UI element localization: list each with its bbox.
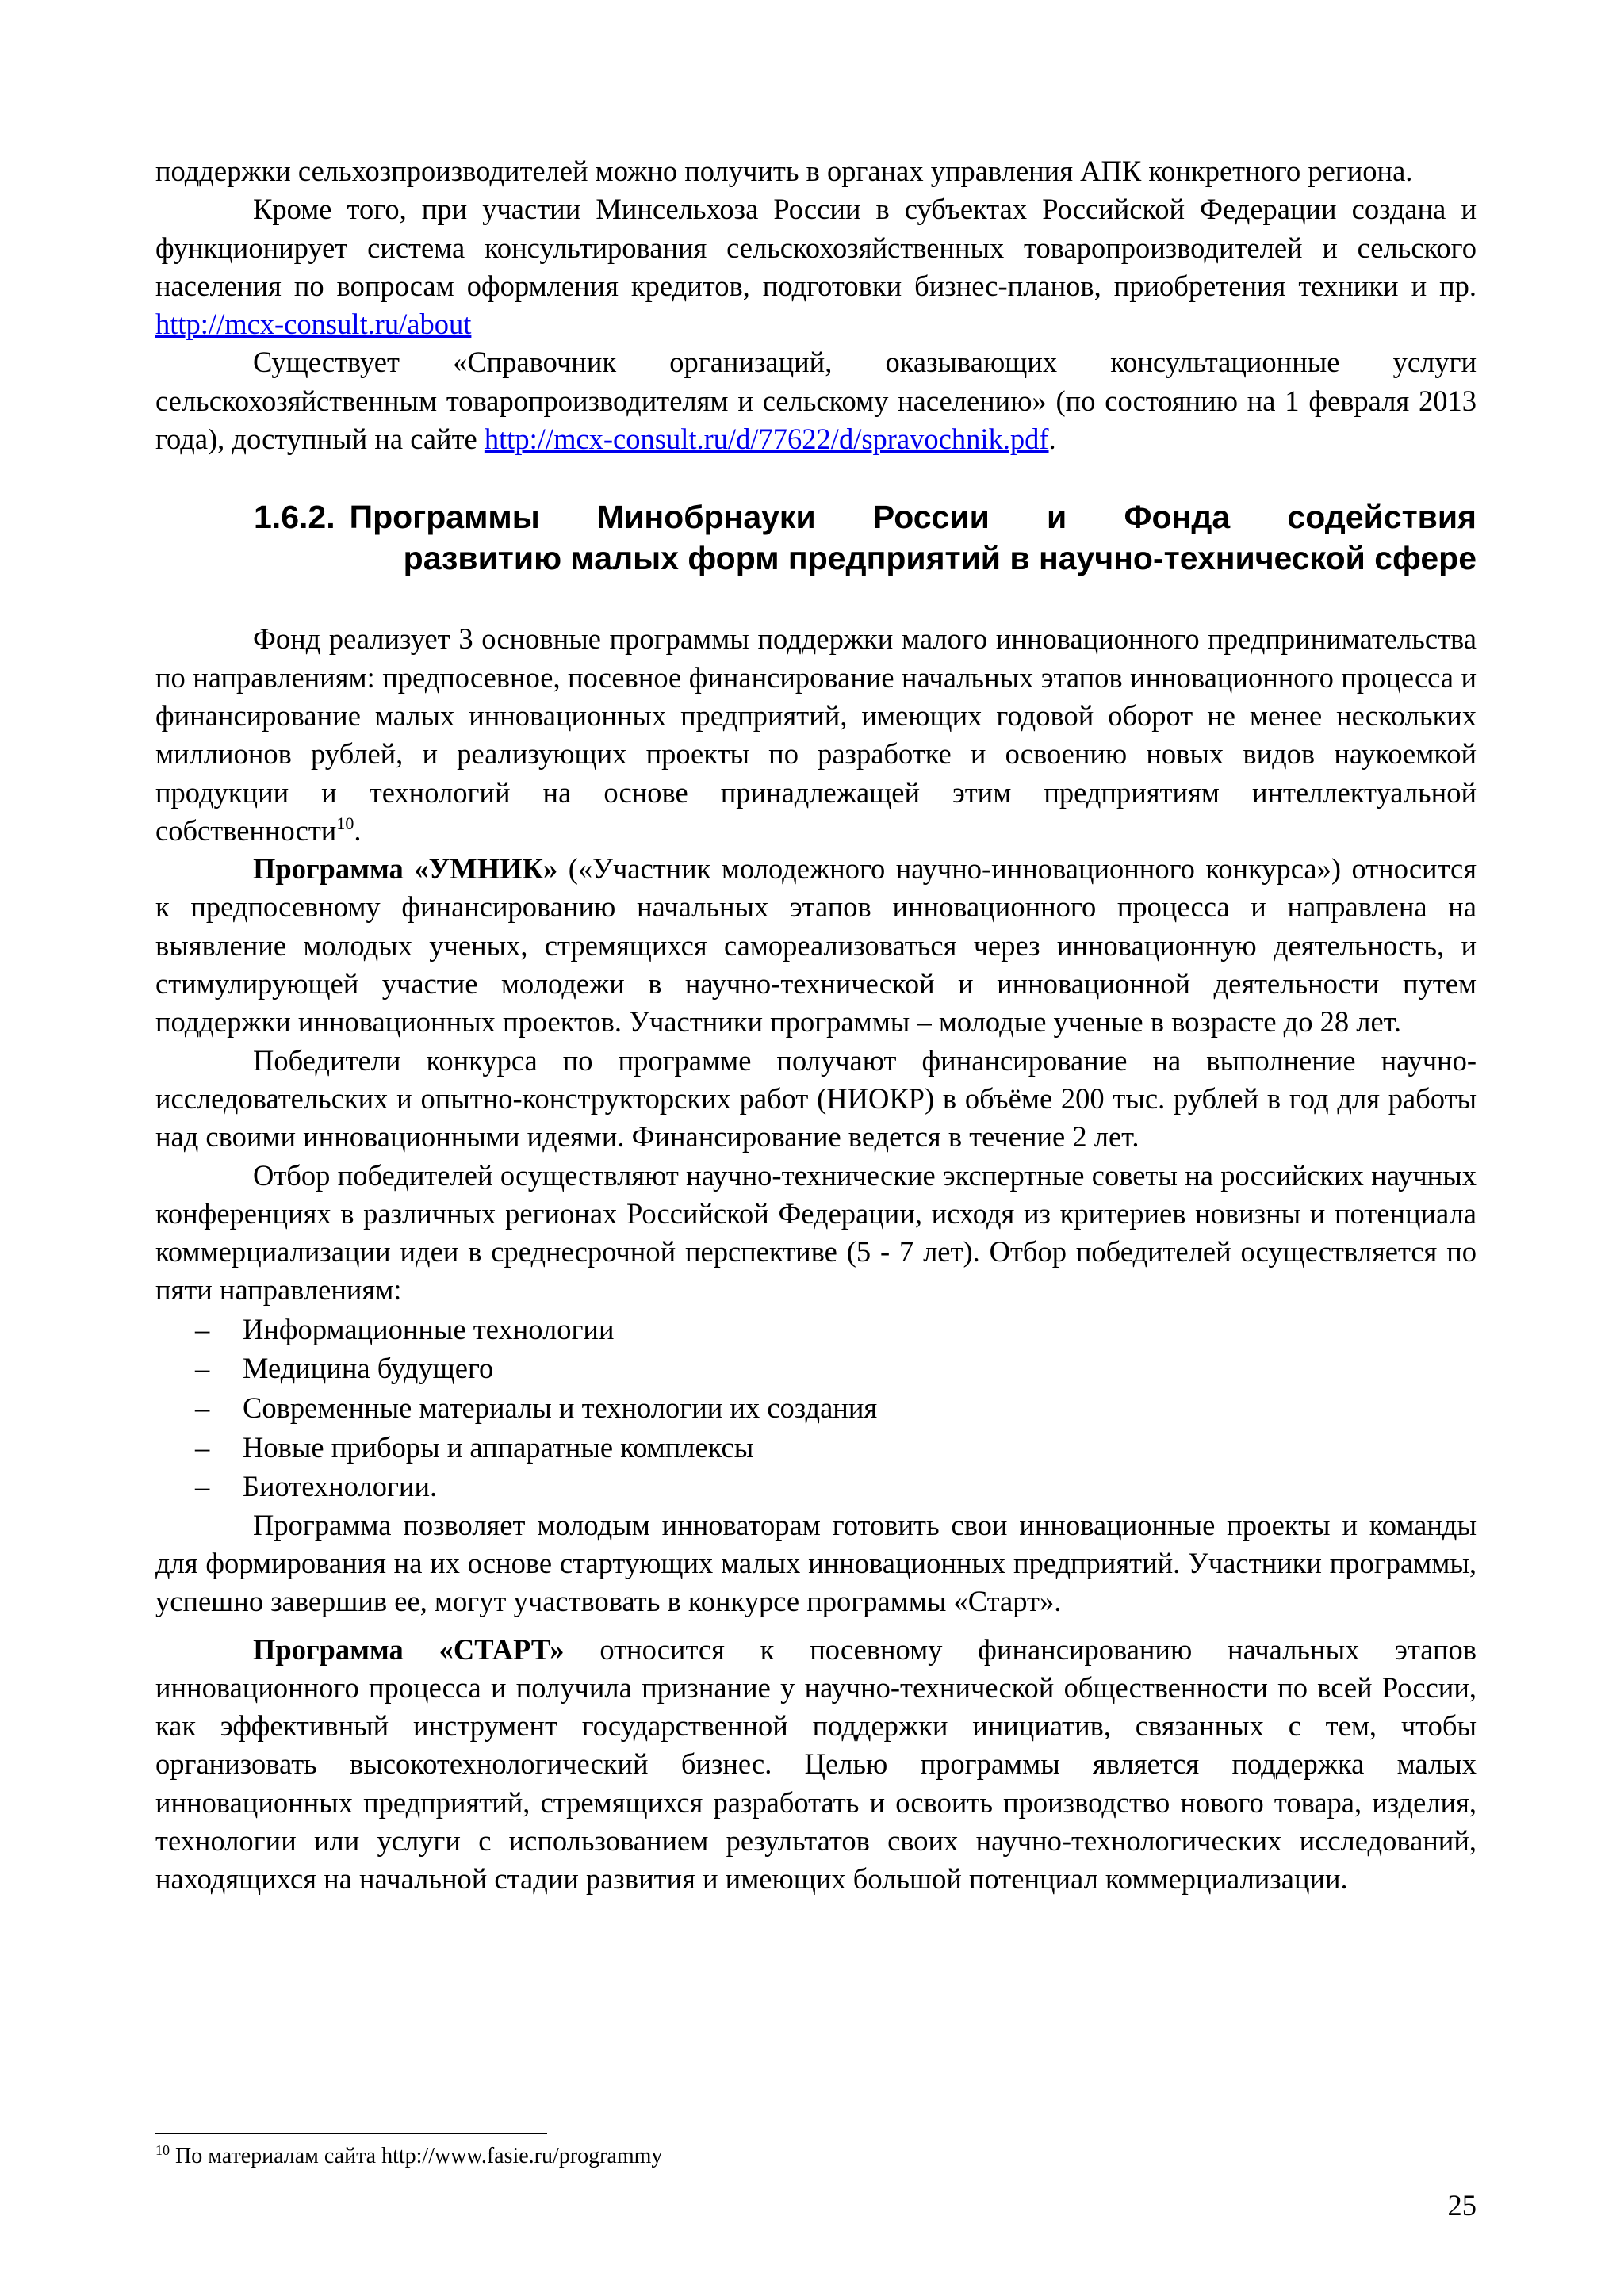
section-title-line2: развитию малых форм предприятий в научно-технической сфере xyxy=(403,540,1477,577)
footnote-ref[interactable]: 10 xyxy=(336,813,354,833)
footnote-separator xyxy=(155,2133,547,2134)
paragraph: Программа позволяет молодым инноваторам готовить свои инновационные проекты и команды для формирования на их основе стартующих малых инновационных предприятий. Участники программы, успешно завершив ее, могут участвовать в конкурсе программы «Старт». xyxy=(155,1508,1477,1618)
section-title-line1: Программы Минобрнауки России и Фонда содействия xyxy=(349,499,1477,536)
page-number: 25 xyxy=(1447,2189,1477,2221)
paragraph: Программа «УМНИК» («Участник молодежного научно-инновационного конкурса») относится к предпосевному финансированию начальных этапов инновационного процесса и направлена на выявление молодых ученых, стремящихся самореализоваться через инновационную деятельность, и стимулирующей участие молодежи в научно-технической и инновационной деятельности путем поддержки инновационных проектов. Участники программы – молодые ученые в возрасте до 28 лет. xyxy=(155,852,1477,1039)
spravochnik-pdf-link[interactable]: http://mcx-consult.ru/d/77622/d/spravochnik.pdf xyxy=(484,423,1049,456)
paragraph: поддержки сельхозпроизводителей можно получить в органах управления АПК конкретного региона. xyxy=(155,155,1413,187)
paragraph: Фонд реализует 3 основные программы поддержки малого инновационного предпринимательства по направлениям: предпосевное, посевное финансирование начальных этапов инновационного процесса и финансирование малых инновационных предприятий, имеющих годовой оборот не менее нескольких миллионов рублей, и реализующих проекты по разработке и освоению новых видов наукоемкой продукции и технологий на основе принадлежащей этим предприятиям интеллектуальной собственности$^{10}$. xyxy=(155,622,1477,847)
document-body xyxy=(155,152,1477,1899)
paragraph: Победители конкурса по программе получают финансирование на выполнение научно-исследовательских и опытно-конструкторских работ (НИОКР) в объёме 200 тыс. рублей в год для работы над своими инновационными идеями. Финансирование ведется в течение 2 лет. xyxy=(155,1043,1477,1154)
list-item: – Медицина будущего xyxy=(155,1349,1477,1388)
directions-list xyxy=(155,1310,1477,1506)
program-name-umnik: Программа «УМНИК» xyxy=(253,852,558,886)
footnote-number: 10 xyxy=(155,2142,170,2158)
footnote-text: По материалам сайта http://www.fasie.ru/programmy xyxy=(170,2144,663,2168)
paragraph xyxy=(155,190,1477,343)
section-number: 1.6.2. xyxy=(254,499,335,536)
list-item: – Новые приборы и аппаратные комплексы xyxy=(155,1428,1477,1468)
paragraph: Отбор победителей осуществляют научно-технические экспертные советы на российских научных конференциях в различных регионах Российской Федерации, исходя из критериев новизны и потенциала коммерциализации идеи в среднесрочной перспективе (5 - 7 лет). Отбор победителей осуществляется по пяти направлениям: xyxy=(155,1158,1477,1307)
paragraph: Существует «Справочник организаций, оказывающих консультационные услуги сельскохозяйственным товаропроизводителям и сельскому населению» (по состоянию на 1 февраля 2013 года), доступный на сайте http://mcx-consult.ru/d/77622/d/spravochnik.pdf. xyxy=(155,346,1477,456)
section-heading xyxy=(155,496,1477,579)
list-item: – Современные материалы и технологии их создания xyxy=(155,1388,1477,1428)
paragraph: Программа «СТАРТ» относится к посевному финансированию начальных этапов инновационного процесса и получила признание у научно-технической общественности по всей России, как эффективный инструмент государственной поддержки инициатив, связанных с тем, чтобы организовать высокотехнологический бизнес. Целью программы является поддержка малых инновационных предприятий, стремящихся разработать и освоить производство нового товара, изделия, технологии или услуги с использованием результатов своих научно-технологических исследований, находящихся на начальной стадии развития и имеющих большой потенциал коммерциализации. xyxy=(155,1632,1477,1896)
paragraph-text: Существует «Справочник организаций, оказывающих консультационные услуги сельскохозяйственным товаропроизводителям и сельскому населению» (по состоянию на 1 февраля 2013 года), доступный на сайте xyxy=(155,346,1477,456)
footnote xyxy=(155,2142,662,2171)
list-item: – Биотехнологии. xyxy=(155,1467,1477,1506)
paragraph-text: Кроме того, при участии Минсельхоза России в субъектах Российской Федерации создана и функционирует система консультирования сельскохозяйственных товаропроизводителей и сельского населения по вопросам оформления кредитов, подготовки бизнес-планов, приобретения техники и пр. xyxy=(155,193,1477,302)
consult-about-link[interactable]: http://mcx-consult.ru/about xyxy=(155,308,472,341)
program-name-start: Программа «СТАРТ» xyxy=(253,1632,565,1666)
list-item: – Информационные технологии xyxy=(155,1310,1477,1349)
